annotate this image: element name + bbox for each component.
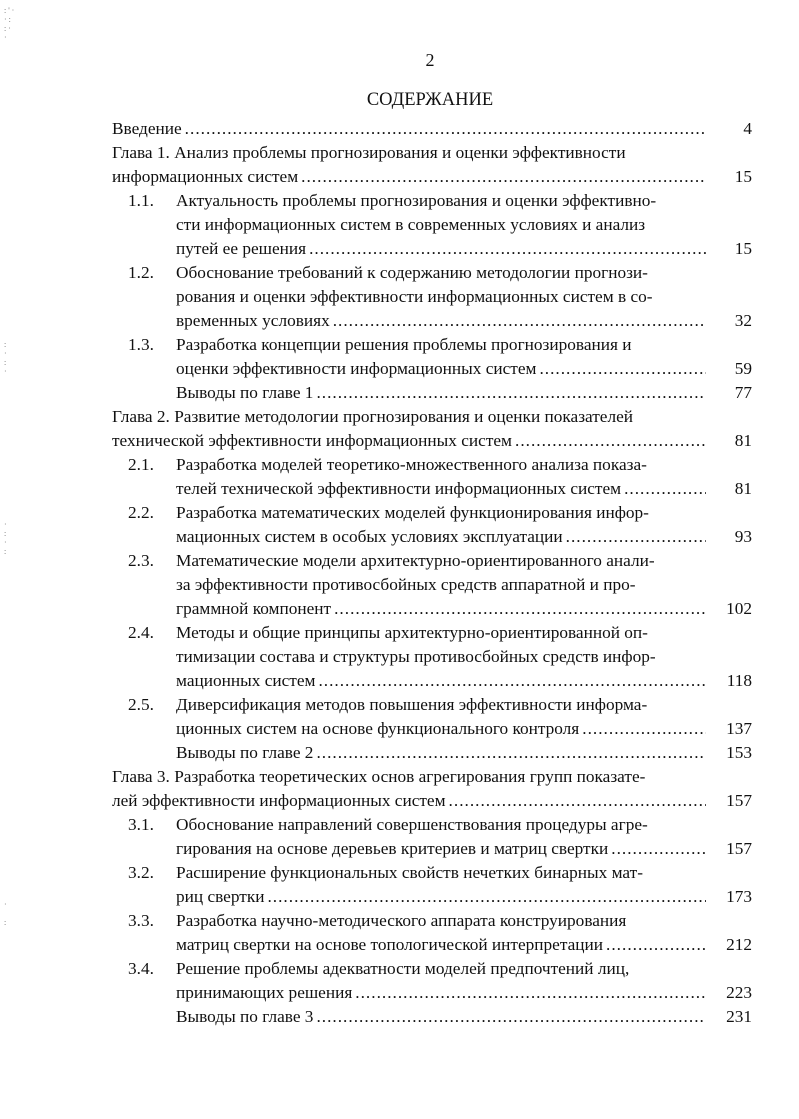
toc-section-3-2-end bbox=[176, 885, 706, 909]
entry-page: 93 bbox=[734, 527, 752, 546]
section-number: 3.2. bbox=[128, 863, 154, 882]
entry-page: 59 bbox=[734, 359, 752, 378]
section-number: 2.1. bbox=[128, 455, 154, 474]
dot-leader bbox=[449, 789, 706, 813]
toc-section-3-4-end bbox=[176, 981, 706, 1005]
scan-margin-artifact: : ' · · : : · · bbox=[4, 6, 15, 42]
toc-conclusions-1[interactable] bbox=[176, 381, 706, 405]
dot-leader bbox=[539, 357, 706, 381]
entry-text: гирования на основе деревьев критериев и матриц свертки bbox=[176, 839, 609, 858]
section-number: 2.4. bbox=[128, 623, 154, 642]
entry-text: технической эффективности информационных систем bbox=[112, 431, 512, 450]
toc-section-3-3[interactable]: Разработка научно-методического аппарата конструирования bbox=[176, 911, 627, 930]
dot-leader bbox=[316, 741, 706, 765]
entry-page: 157 bbox=[726, 791, 752, 810]
entry-page: 173 bbox=[726, 887, 752, 906]
entry-page: 231 bbox=[726, 1007, 752, 1026]
page-number: 2 bbox=[425, 50, 435, 70]
scan-margin-artifact: · : bbox=[4, 900, 7, 927]
toc-chapter-2-title[interactable]: Глава 2. Развитие методологии прогнозирования и оценки показателей bbox=[112, 407, 634, 426]
dot-leader bbox=[301, 165, 706, 189]
toc-section-3-2[interactable]: Расширение функциональных свойств нечетких бинарных мат- bbox=[176, 863, 643, 882]
dot-leader bbox=[185, 117, 706, 141]
dot-leader bbox=[318, 669, 706, 693]
toc-section-2-5-end bbox=[176, 717, 706, 741]
toc-section-2-3-cont: за эффективности противосбойных средств аппаратной и про- bbox=[176, 575, 636, 594]
entry-text: путей ее решения bbox=[176, 239, 307, 258]
toc-section-1-1[interactable]: Актуальность проблемы прогнозирования и оценки эффективно- bbox=[176, 191, 657, 210]
entry-page: 212 bbox=[726, 935, 752, 954]
section-number: 2.2. bbox=[128, 503, 154, 522]
dot-leader bbox=[355, 981, 706, 1005]
dot-leader bbox=[334, 597, 706, 621]
dot-leader bbox=[566, 525, 706, 549]
toc-section-2-4[interactable]: Методы и общие принципы архитектурно-ориентированной оп- bbox=[176, 623, 648, 642]
toc-section-1-2-cont: рования и оценки эффективности информационных систем в со- bbox=[176, 287, 653, 306]
dot-leader bbox=[582, 717, 706, 741]
entry-page: 81 bbox=[734, 479, 752, 498]
entry-page: 153 bbox=[726, 743, 752, 762]
toc-section-3-4[interactable]: Решение проблемы адекватности моделей предпочтений лиц, bbox=[176, 959, 630, 978]
section-number: 3.3. bbox=[128, 911, 154, 930]
entry-text: принимающих решения bbox=[176, 983, 353, 1002]
toc-conclusions-2[interactable] bbox=[176, 741, 706, 765]
section-number: 3.1. bbox=[128, 815, 154, 834]
toc-chapter-2-title-end[interactable] bbox=[112, 429, 706, 453]
section-number: 1.1. bbox=[128, 191, 154, 210]
entry-text: оценки эффективности информационных систем bbox=[176, 359, 537, 378]
toc-entry-introduction[interactable] bbox=[112, 117, 706, 141]
section-number: 3.4. bbox=[128, 959, 154, 978]
entry-page: 137 bbox=[726, 719, 752, 738]
entry-page: 157 bbox=[726, 839, 752, 858]
toc-section-2-1-end bbox=[176, 477, 706, 501]
toc-section-1-1-cont: сти информационных систем в современных условиях и анализ bbox=[176, 215, 646, 234]
toc-section-1-1-end bbox=[176, 237, 706, 261]
entry-text: риц свертки bbox=[176, 887, 265, 906]
entry-text: граммной компонент bbox=[176, 599, 332, 618]
entry-text: лей эффективности информационных систем bbox=[112, 791, 446, 810]
toc-section-2-2[interactable]: Разработка математических моделей функционирования инфор- bbox=[176, 503, 649, 522]
toc-section-2-3[interactable]: Математические модели архитектурно-ориентированного анали- bbox=[176, 551, 655, 570]
entry-page: 81 bbox=[734, 431, 752, 450]
section-number: 1.2. bbox=[128, 263, 154, 282]
entry-text: мационных систем bbox=[176, 671, 316, 690]
entry-text: Выводы по главе 3 bbox=[176, 1007, 314, 1026]
entry-text: временных условиях bbox=[176, 311, 330, 330]
entry-page: 15 bbox=[734, 239, 752, 258]
toc-section-1-3[interactable]: Разработка концепции решения проблемы прогнозирования и bbox=[176, 335, 632, 354]
entry-text: информационных систем bbox=[112, 167, 299, 186]
toc-section-1-2[interactable]: Обоснование требований к содержанию методологии прогнози- bbox=[176, 263, 648, 282]
toc-section-1-3-end bbox=[176, 357, 706, 381]
section-number: 1.3. bbox=[128, 335, 154, 354]
entry-page: 77 bbox=[734, 383, 752, 402]
entry-text: Выводы по главе 1 bbox=[176, 383, 314, 402]
entry-text: матриц свертки на основе топологической интерпретации bbox=[176, 935, 604, 954]
toc-chapter-1-title[interactable]: Глава 1. Анализ проблемы прогнозирования и оценки эффективности bbox=[112, 143, 626, 162]
dot-leader bbox=[333, 309, 706, 333]
section-number: 2.3. bbox=[128, 551, 154, 570]
toc-section-2-1[interactable]: Разработка моделей теоретико-множественного анализа показа- bbox=[176, 455, 647, 474]
entry-page: 4 bbox=[743, 119, 752, 138]
toc-section-3-1[interactable]: Обоснование направлений совершенствования процедуры агре- bbox=[176, 815, 648, 834]
scan-margin-artifact: · : · : bbox=[4, 520, 7, 556]
dot-leader bbox=[515, 429, 706, 453]
toc-chapter-3-title-end[interactable] bbox=[112, 789, 706, 813]
entry-text: Введение bbox=[112, 119, 182, 138]
entry-page: 102 bbox=[726, 599, 752, 618]
entry-text: Выводы по главе 2 bbox=[176, 743, 314, 762]
dot-leader bbox=[316, 1005, 706, 1029]
entry-page: 118 bbox=[726, 671, 752, 690]
toc-section-2-4-end bbox=[176, 669, 706, 693]
dot-leader bbox=[316, 381, 706, 405]
toc-chapter-3-title[interactable]: Глава 3. Разработка теоретических основ агрегирования групп показате- bbox=[112, 767, 646, 786]
entry-page: 15 bbox=[734, 167, 752, 186]
entry-text: телей технической эффективности информационных систем bbox=[176, 479, 622, 498]
toc-conclusions-3[interactable] bbox=[176, 1005, 706, 1029]
toc-chapter-1-title-end[interactable] bbox=[112, 165, 706, 189]
toc-section-1-2-end bbox=[176, 309, 706, 333]
entry-text: ционных систем на основе функционального контроля bbox=[176, 719, 580, 738]
toc-section-2-3-end bbox=[176, 597, 706, 621]
toc-section-2-5[interactable]: Диверсификация методов повышения эффективности информа- bbox=[176, 695, 648, 714]
dot-leader bbox=[606, 933, 706, 957]
dot-leader bbox=[611, 837, 706, 861]
entry-page: 223 bbox=[726, 983, 752, 1002]
dot-leader bbox=[309, 237, 706, 261]
dot-leader bbox=[267, 885, 706, 909]
toc-section-2-2-end bbox=[176, 525, 706, 549]
entry-text: мационных систем в особых условиях эксплуатации bbox=[176, 527, 563, 546]
toc-section-3-1-end bbox=[176, 837, 706, 861]
toc-section-3-3-end bbox=[176, 933, 706, 957]
toc-title: СОДЕРЖАНИЕ bbox=[366, 90, 494, 110]
section-number: 2.5. bbox=[128, 695, 154, 714]
entry-page: 32 bbox=[734, 311, 752, 330]
dot-leader bbox=[624, 477, 706, 501]
toc-section-2-4-cont: тимизации состава и структуры противосбойных средств инфор- bbox=[176, 647, 656, 666]
scan-margin-artifact: : · : · bbox=[4, 340, 7, 376]
